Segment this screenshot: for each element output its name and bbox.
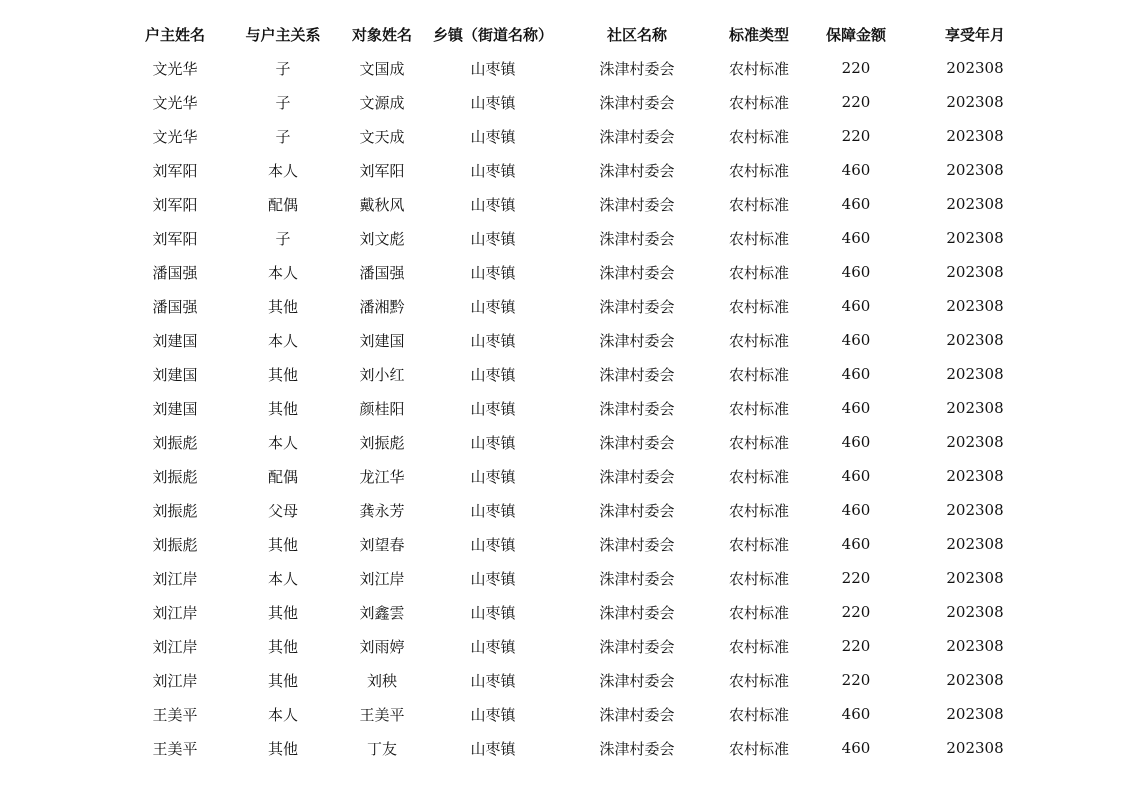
cell-township: 山枣镇	[470, 637, 516, 656]
table-row	[120, 459, 1040, 493]
cell-recipient-name: 刘江岸	[359, 569, 405, 588]
cell-benefit-amount: 460	[841, 229, 871, 247]
cell-benefit-month: 202308	[946, 467, 1004, 485]
cell-benefit-amount: 460	[841, 705, 871, 723]
cell-standard-type: 农村标准	[728, 501, 789, 520]
cell-standard-type: 农村标准	[728, 569, 789, 588]
cell-township: 山枣镇	[470, 501, 516, 520]
table-row	[120, 119, 1040, 153]
cell-recipient-name: 颜桂阳	[359, 399, 405, 418]
cell-householder-name: 刘振彪	[152, 501, 198, 520]
cell-community-name: 洙津村委会	[599, 195, 675, 214]
cell-community-name: 洙津村委会	[599, 127, 675, 146]
cell-township: 山枣镇	[470, 535, 516, 554]
cell-standard-type: 农村标准	[728, 467, 789, 486]
cell-benefit-amount: 460	[841, 399, 871, 417]
column-header-householder-name: 户主姓名	[144, 25, 205, 44]
cell-standard-type: 农村标准	[728, 365, 789, 384]
cell-benefit-amount: 460	[841, 739, 871, 757]
cell-relationship: 其他	[267, 603, 298, 622]
cell-benefit-month: 202308	[946, 637, 1004, 655]
cell-relationship: 本人	[267, 331, 298, 350]
cell-householder-name: 潘国强	[152, 263, 198, 282]
cell-township: 山枣镇	[470, 331, 516, 350]
cell-relationship: 子	[275, 127, 291, 146]
cell-community-name: 洙津村委会	[599, 671, 675, 690]
table-row	[120, 493, 1040, 527]
cell-relationship: 本人	[267, 569, 298, 588]
cell-recipient-name: 刘建国	[359, 331, 405, 350]
cell-benefit-amount: 220	[841, 671, 871, 689]
cell-community-name: 洙津村委会	[599, 161, 675, 180]
cell-benefit-amount: 460	[841, 365, 871, 383]
cell-benefit-month: 202308	[946, 535, 1004, 553]
cell-standard-type: 农村标准	[728, 705, 789, 724]
table-row	[120, 629, 1040, 663]
cell-householder-name: 刘振彪	[152, 433, 198, 452]
cell-community-name: 洙津村委会	[599, 637, 675, 656]
cell-standard-type: 农村标准	[728, 603, 789, 622]
cell-relationship: 子	[275, 59, 291, 78]
table-row	[120, 221, 1040, 255]
cell-recipient-name: 刘雨婷	[359, 637, 405, 656]
cell-relationship: 本人	[267, 161, 298, 180]
cell-township: 山枣镇	[470, 263, 516, 282]
cell-relationship: 其他	[267, 535, 298, 554]
column-header-benefit-month: 享受年月	[944, 25, 1005, 44]
cell-recipient-name: 刘鑫雲	[359, 603, 405, 622]
cell-householder-name: 刘建国	[152, 365, 198, 384]
table-row	[120, 187, 1040, 221]
cell-standard-type: 农村标准	[728, 59, 789, 78]
cell-relationship: 其他	[267, 399, 298, 418]
cell-recipient-name: 刘振彪	[359, 433, 405, 452]
table-row	[120, 527, 1040, 561]
cell-standard-type: 农村标准	[728, 671, 789, 690]
table-row	[120, 255, 1040, 289]
cell-benefit-month: 202308	[946, 263, 1004, 281]
cell-recipient-name: 文国成	[359, 59, 405, 78]
cell-relationship: 其他	[267, 739, 298, 758]
cell-township: 山枣镇	[470, 739, 516, 758]
cell-householder-name: 刘建国	[152, 399, 198, 418]
table-row	[120, 595, 1040, 629]
table-row	[120, 357, 1040, 391]
cell-township: 山枣镇	[470, 297, 516, 316]
cell-standard-type: 农村标准	[728, 229, 789, 248]
cell-recipient-name: 刘小红	[359, 365, 405, 384]
cell-benefit-month: 202308	[946, 331, 1004, 349]
cell-householder-name: 刘江岸	[152, 569, 198, 588]
cell-recipient-name: 潘国强	[359, 263, 405, 282]
table-row	[120, 425, 1040, 459]
cell-community-name: 洙津村委会	[599, 365, 675, 384]
cell-benefit-month: 202308	[946, 195, 1004, 213]
cell-township: 山枣镇	[470, 195, 516, 214]
cell-standard-type: 农村标准	[728, 535, 789, 554]
column-header-relationship: 与户主关系	[245, 25, 321, 44]
cell-benefit-amount: 460	[841, 467, 871, 485]
cell-recipient-name: 王美平	[359, 705, 405, 724]
cell-community-name: 洙津村委会	[599, 93, 675, 112]
cell-standard-type: 农村标准	[728, 161, 789, 180]
cell-recipient-name: 文源成	[359, 93, 405, 112]
table-row	[120, 663, 1040, 697]
cell-community-name: 洙津村委会	[599, 603, 675, 622]
cell-relationship: 父母	[267, 501, 298, 520]
cell-community-name: 洙津村委会	[599, 433, 675, 452]
cell-community-name: 洙津村委会	[599, 297, 675, 316]
cell-relationship: 本人	[267, 263, 298, 282]
cell-benefit-month: 202308	[946, 127, 1004, 145]
cell-householder-name: 刘江岸	[152, 671, 198, 690]
table-row	[120, 323, 1040, 357]
cell-benefit-amount: 460	[841, 331, 871, 349]
cell-community-name: 洙津村委会	[599, 331, 675, 350]
table-row	[120, 561, 1040, 595]
cell-recipient-name: 潘湘黔	[359, 297, 405, 316]
cell-benefit-month: 202308	[946, 93, 1004, 111]
cell-benefit-month: 202308	[946, 501, 1004, 519]
column-header-standard-type: 标准类型	[728, 25, 789, 44]
table-row	[120, 289, 1040, 323]
cell-benefit-month: 202308	[946, 739, 1004, 757]
cell-standard-type: 农村标准	[728, 297, 789, 316]
cell-relationship: 配偶	[267, 195, 298, 214]
cell-standard-type: 农村标准	[728, 127, 789, 146]
table-row	[120, 731, 1040, 765]
cell-recipient-name: 丁友	[366, 739, 397, 758]
column-header-benefit-amount: 保障金额	[825, 25, 886, 44]
cell-benefit-month: 202308	[946, 365, 1004, 383]
cell-township: 山枣镇	[470, 93, 516, 112]
cell-community-name: 洙津村委会	[599, 705, 675, 724]
cell-relationship: 本人	[267, 705, 298, 724]
cell-recipient-name: 刘秧	[366, 671, 397, 690]
cell-township: 山枣镇	[470, 229, 516, 248]
cell-standard-type: 农村标准	[728, 399, 789, 418]
cell-benefit-month: 202308	[946, 229, 1004, 247]
cell-benefit-amount: 460	[841, 195, 871, 213]
cell-relationship: 其他	[267, 297, 298, 316]
cell-standard-type: 农村标准	[728, 93, 789, 112]
cell-householder-name: 王美平	[152, 705, 198, 724]
cell-relationship: 其他	[267, 671, 298, 690]
cell-benefit-month: 202308	[946, 399, 1004, 417]
cell-householder-name: 潘国强	[152, 297, 198, 316]
table-header	[120, 17, 1040, 51]
cell-community-name: 洙津村委会	[599, 59, 675, 78]
cell-township: 山枣镇	[470, 365, 516, 384]
cell-recipient-name: 文天成	[359, 127, 405, 146]
cell-township: 山枣镇	[470, 433, 516, 452]
cell-recipient-name: 刘军阳	[359, 161, 405, 180]
cell-township: 山枣镇	[470, 59, 516, 78]
table-body	[120, 51, 1040, 765]
cell-benefit-amount: 460	[841, 535, 871, 553]
cell-recipient-name: 刘文彪	[359, 229, 405, 248]
header-row	[120, 17, 1040, 51]
cell-benefit-month: 202308	[946, 569, 1004, 587]
cell-township: 山枣镇	[470, 671, 516, 690]
cell-standard-type: 农村标准	[728, 331, 789, 350]
cell-standard-type: 农村标准	[728, 637, 789, 656]
cell-township: 山枣镇	[470, 399, 516, 418]
column-header-township: 乡镇（街道名称）	[432, 25, 553, 44]
cell-standard-type: 农村标准	[728, 739, 789, 758]
cell-township: 山枣镇	[470, 467, 516, 486]
cell-householder-name: 王美平	[152, 739, 198, 758]
cell-benefit-month: 202308	[946, 671, 1004, 689]
cell-benefit-month: 202308	[946, 603, 1004, 621]
cell-benefit-month: 202308	[946, 59, 1004, 77]
cell-householder-name: 文光华	[152, 127, 198, 146]
cell-relationship: 配偶	[267, 467, 298, 486]
cell-benefit-amount: 220	[841, 569, 871, 587]
cell-relationship: 子	[275, 229, 291, 248]
cell-benefit-amount: 220	[841, 637, 871, 655]
cell-township: 山枣镇	[470, 705, 516, 724]
cell-benefit-amount: 460	[841, 297, 871, 315]
cell-relationship: 本人	[267, 433, 298, 452]
cell-standard-type: 农村标准	[728, 433, 789, 452]
cell-relationship: 子	[275, 93, 291, 112]
column-header-community-name: 社区名称	[606, 25, 667, 44]
cell-benefit-month: 202308	[946, 433, 1004, 451]
cell-benefit-amount: 220	[841, 127, 871, 145]
cell-benefit-month: 202308	[946, 705, 1004, 723]
cell-community-name: 洙津村委会	[599, 229, 675, 248]
cell-township: 山枣镇	[470, 161, 516, 180]
cell-standard-type: 农村标准	[728, 195, 789, 214]
cell-householder-name: 文光华	[152, 93, 198, 112]
cell-householder-name: 刘建国	[152, 331, 198, 350]
cell-standard-type: 农村标准	[728, 263, 789, 282]
cell-benefit-month: 202308	[946, 297, 1004, 315]
cell-recipient-name: 刘望春	[359, 535, 405, 554]
cell-householder-name: 刘振彪	[152, 535, 198, 554]
cell-benefit-month: 202308	[946, 161, 1004, 179]
cell-community-name: 洙津村委会	[599, 535, 675, 554]
cell-community-name: 洙津村委会	[599, 467, 675, 486]
cell-householder-name: 刘军阳	[152, 229, 198, 248]
cell-community-name: 洙津村委会	[599, 501, 675, 520]
cell-benefit-amount: 460	[841, 433, 871, 451]
cell-benefit-amount: 460	[841, 161, 871, 179]
cell-relationship: 其他	[267, 365, 298, 384]
cell-benefit-amount: 220	[841, 603, 871, 621]
table-row	[120, 697, 1040, 731]
cell-benefit-amount: 460	[841, 263, 871, 281]
cell-community-name: 洙津村委会	[599, 569, 675, 588]
cell-householder-name: 刘振彪	[152, 467, 198, 486]
cell-community-name: 洙津村委会	[599, 263, 675, 282]
cell-householder-name: 刘军阳	[152, 161, 198, 180]
table-row	[120, 391, 1040, 425]
cell-community-name: 洙津村委会	[599, 399, 675, 418]
cell-township: 山枣镇	[470, 127, 516, 146]
table-row	[120, 153, 1040, 187]
cell-householder-name: 刘江岸	[152, 603, 198, 622]
cell-township: 山枣镇	[470, 603, 516, 622]
cell-benefit-amount: 220	[841, 93, 871, 111]
cell-benefit-amount: 220	[841, 59, 871, 77]
cell-recipient-name: 龙江华	[359, 467, 405, 486]
cell-relationship: 其他	[267, 637, 298, 656]
cell-householder-name: 文光华	[152, 59, 198, 78]
table-row	[120, 85, 1040, 119]
column-header-recipient-name: 对象姓名	[351, 25, 412, 44]
assistance-table	[120, 17, 1040, 765]
cell-township: 山枣镇	[470, 569, 516, 588]
cell-householder-name: 刘江岸	[152, 637, 198, 656]
cell-benefit-amount: 460	[841, 501, 871, 519]
cell-recipient-name: 龚永芳	[359, 501, 405, 520]
cell-community-name: 洙津村委会	[599, 739, 675, 758]
cell-householder-name: 刘军阳	[152, 195, 198, 214]
table-row	[120, 51, 1040, 85]
cell-recipient-name: 戴秋风	[359, 195, 405, 214]
